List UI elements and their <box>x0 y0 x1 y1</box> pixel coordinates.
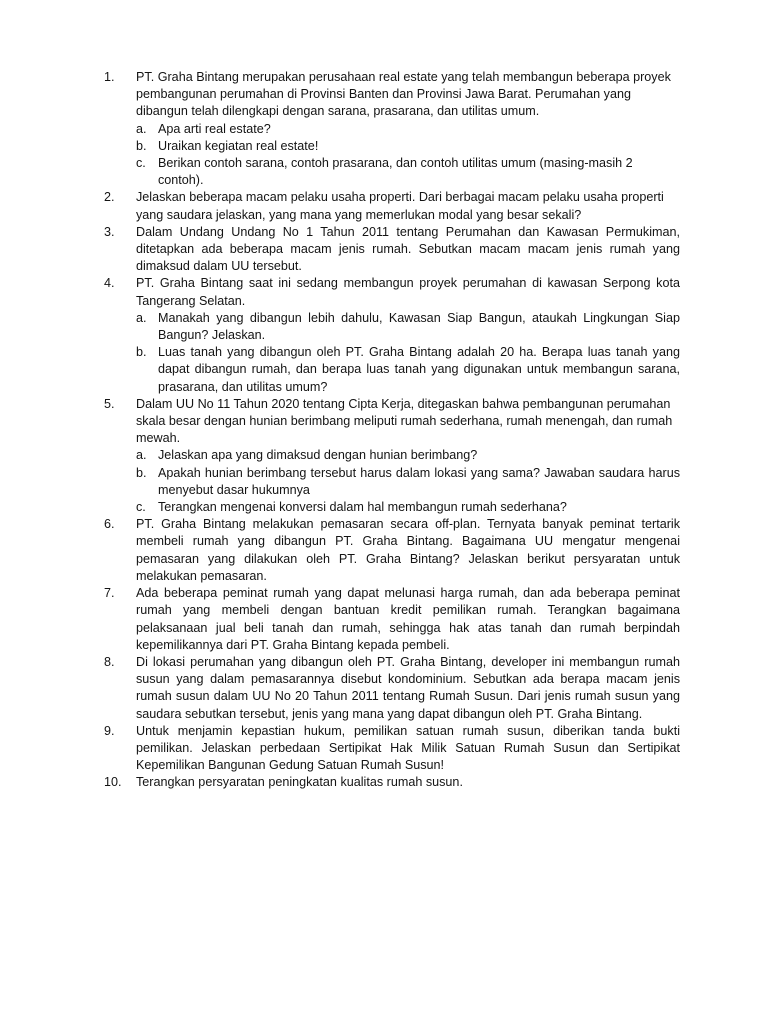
question-text: Terangkan persyaratan peningkatan kualitas rumah susun. <box>136 775 463 790</box>
question-number: 3. <box>104 224 115 239</box>
question-text: Jelaskan beberapa macam pelaku usaha properti. Dari berbagai macam pelaku usaha properti yang saudara jelaskan, yang mana yang memerlukan modal yang besar sekali? <box>136 190 664 222</box>
sub-question-letter: c. <box>136 156 146 171</box>
question-text: Di lokasi perumahan yang dibangun oleh PT. Graha Bintang, developer ini membangun rumah susun yang dalam pemasarannya disebut kondominium. Sebutkan ada berapa macam jenis rumah susun dalam UU No 20 Tahun 2011 tentang Rumah Susun. Dari jenis rumah susun yang saudara sebutkan tersebut, jenis yang mana yang dapat dibangun oleh PT. Graha Bintang. <box>136 654 680 721</box>
sub-question-text: Luas tanah yang dibangun oleh PT. Graha Bintang adalah 20 ha. Berapa luas tanah yang dapat dibangun rumah, dan berapa luas tanah yang digunakan untuk membangun sarana, prasarana, dan utilitas umum? <box>158 345 680 394</box>
question-number: 1. <box>104 70 115 84</box>
sub-question-letter: b. <box>136 465 147 480</box>
sub-question-text: Apakah hunian berimbang tersebut harus dalam lokasi yang sama? Jawaban saudara harus menyebut dasar hukumnya <box>158 465 680 497</box>
question-text: Untuk menjamin kepastian hukum, pemilikan satuan rumah susun, diberikan tanda bukti pemilikan. Jelaskan perbedaan Sertipikat Hak Milik Satuan Rumah Susun dan Sertipikat Kepemilikan Bangunan Gedung Satuan Rumah Susun! <box>136 723 680 773</box>
sub-question-text: Manakah yang dibangun lebih dahulu, Kawasan Siap Bangun, ataukah Lingkungan Siap Bangun? Jelaskan. <box>158 310 680 343</box>
sub-question-list <box>136 310 680 396</box>
question-number: 4. <box>104 276 115 291</box>
sub-question-item <box>136 344 680 396</box>
question-item <box>104 189 680 223</box>
question-item <box>104 654 680 723</box>
sub-question-item <box>136 499 680 516</box>
question-item <box>104 69 680 189</box>
question-number: 10. <box>104 775 122 790</box>
question-item <box>104 723 680 775</box>
sub-question-text: Terangkan mengenai konversi dalam hal membangun rumah sederhana? <box>158 500 567 515</box>
question-number: 5. <box>104 396 115 411</box>
question-item <box>104 516 680 585</box>
sub-question-list <box>136 447 680 516</box>
question-text: PT. Graha Bintang melakukan pemasaran secara off-plan. Ternyata banyak peminat tertarik membeli rumah yang dibangun PT. Graha Bintang. Bagaimana UU mengatur mengenai pemasaran yang dilakukan oleh PT. Graha Bintang? Jelaskan berikut persyaratan untuk melakukan pemasaran. <box>136 517 680 583</box>
question-text: PT. Graha Bintang merupakan perusahaan real estate yang telah membangun beberapa proyek pembangunan perumahan di Provinsi Banten dan Provinsi Jawa Barat. Perumahan yang dibangun telah dilengkapi dengan sarana, prasarana, dan utilitas umum. <box>136 70 671 119</box>
sub-question-letter: c. <box>136 500 146 515</box>
sub-question-item <box>136 121 680 138</box>
question-text: Dalam UU No 11 Tahun 2020 tentang Cipta Kerja, ditegaskan bahwa pembangunan perumahan skala besar dengan hunian berimbang meliputi rumah sederhana, rumah menengah, dan rumah mewah. <box>136 396 673 446</box>
question-number: 2. <box>104 190 115 205</box>
sub-question-text: Jelaskan apa yang dimaksud dengan hunian berimbang? <box>158 448 478 463</box>
question-item <box>104 275 680 395</box>
sub-question-item <box>136 310 680 344</box>
sub-question-text: Berikan contoh sarana, contoh prasarana, dan contoh utilitas umum (masing-masih 2 contoh). <box>158 156 633 188</box>
question-number: 7. <box>104 586 115 601</box>
sub-question-item <box>136 447 680 464</box>
question-item <box>104 396 680 516</box>
question-number: 6. <box>104 517 115 532</box>
question-item <box>104 585 680 654</box>
sub-question-letter: a. <box>136 448 147 463</box>
sub-question-list <box>136 121 680 190</box>
question-number: 9. <box>104 723 115 738</box>
sub-question-letter: b. <box>136 138 147 153</box>
sub-question-letter: b. <box>136 345 147 360</box>
sub-question-letter: a. <box>136 121 147 136</box>
question-item <box>104 774 680 791</box>
question-list <box>104 69 680 792</box>
sub-question-letter: a. <box>136 310 147 325</box>
question-text: Dalam Undang Undang No 1 Tahun 2011 tentang Perumahan dan Kawasan Permukiman, ditetapkan ada beberapa macam jenis rumah. Sebutkan macam macam jenis rumah yang dimaksud dalam UU tersebut. <box>136 224 680 274</box>
sub-question-item <box>136 465 680 499</box>
sub-question-item <box>136 155 680 189</box>
question-text: PT. Graha Bintang saat ini sedang membangun proyek perumahan di kawasan Serpong kota Tangerang Selatan. <box>136 276 680 308</box>
sub-question-item <box>136 138 680 155</box>
sub-question-text: Apa arti real estate? <box>158 121 271 136</box>
question-number: 8. <box>104 654 115 669</box>
sub-question-text: Uraikan kegiatan real estate! <box>158 138 319 153</box>
question-item <box>104 224 680 276</box>
question-text: Ada beberapa peminat rumah yang dapat melunasi harga rumah, dan ada beberapa peminat rumah yang membeli dengan bantuan kredit pemilikan rumah. Terangkan bagaimana pelaksanaan jual beli tanah dan rumah, sehingga hak atas tanah dan rumah berpindah kepemilikannya dari PT. Graha Bintang kepada pembeli. <box>136 586 680 652</box>
